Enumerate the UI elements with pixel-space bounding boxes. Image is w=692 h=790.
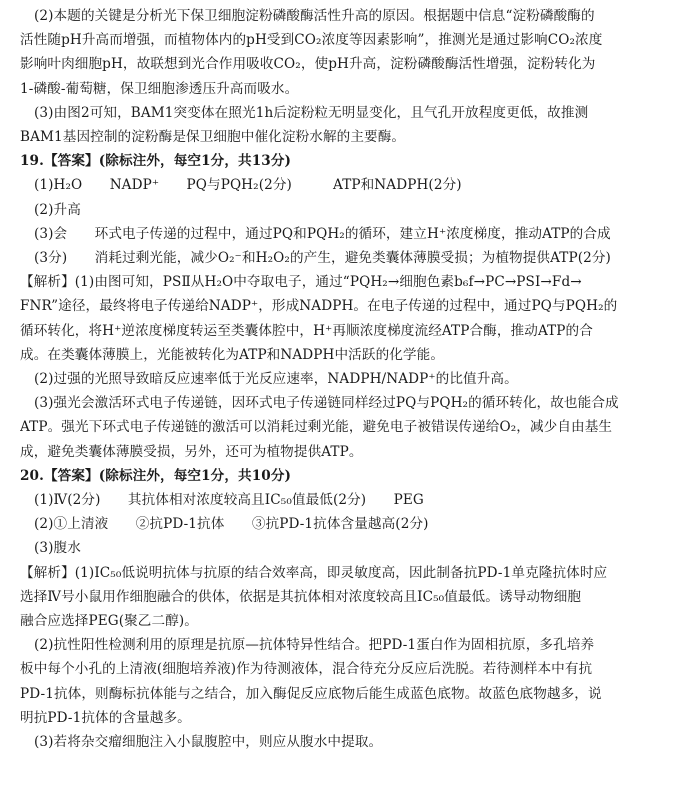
- answer-line: (3)会 环式电子传递的过程中，通过PQ和PQH₂的循环，建立H⁺浓度梯度，推动ATP的合成: [34, 225, 611, 242]
- answer-line: (1)H₂O NADP⁺ PQ与PQH₂(2分) ATP和NADPH(2分): [34, 177, 462, 194]
- analysis-line: 【解析】(1)IC₅₀低说明抗体与抗原的结合效率高，即灵敏度高，因此制备抗PD-1单克隆抗体时应: [20, 564, 608, 581]
- text-line: (3)由图2可知，BAM1突变体在照光1h后淀粉粒无明显变化，且气孔开放程度更低，故推测: [34, 104, 589, 121]
- text-line: (2)本题的关键是分析光下保卫细胞淀粉磷酸酶活性升高的原因。根据题中信息“淀粉磷酸酶的: [34, 8, 595, 24]
- text-line: 1-磷酸-葡萄糖，保卫细胞渗透压升高而吸水。: [20, 80, 299, 97]
- analysis-line: 成。在类囊体薄膜上，光能被转化为ATP和NADPH中活跃的化学能。: [20, 346, 445, 363]
- analysis-line: 板中每个小孔的上清液(细胞培养液)作为待测液体，混合待充分反应后洗脱。若待测样本中有抗: [20, 661, 593, 678]
- analysis-line: 融合应选择PEG(聚乙二醇)。: [20, 613, 198, 630]
- analysis-line: (2)过强的光照导致暗反应速率低于光反应速率，NADPH/NADP⁺的比值升高。: [34, 371, 518, 388]
- analysis-line: 选择Ⅳ号小鼠用作细胞融合的供体，依据是其抗体相对浓度较高且IC₅₀值最低。诱导动物细胞: [20, 588, 582, 605]
- analysis-line: ATP。强光下环式电子传递链的激活可以消耗过剩光能，避免电子被错误传递给O₂，减少自由基生: [20, 419, 613, 436]
- text-line: 活性随pH升高而增强，而植物体内的pH受到CO₂浓度等因素影响”，推测光是通过影响CO₂浓度: [20, 32, 603, 49]
- question-19-heading: 19.【答案】(除标注外，每空1分，共13分): [20, 153, 292, 170]
- analysis-line: 成，避免类囊体薄膜受损，另外，还可为植物提供ATP。: [20, 443, 363, 460]
- analysis-line: FNR”途径，最终将电子传递给NADP⁺，形成NADPH。在电子传递的过程中，通过PQ与PQH₂的: [20, 298, 618, 315]
- analysis-line: (2)抗性阳性检测利用的原理是抗原—抗体特异性结合。把PD-1蛋白作为固相抗原，多孔培养: [34, 637, 595, 654]
- text-line: 影响叶肉细胞pH，故联想到光合作用吸收CO₂，使pH升高，淀粉磷酸酶活性增强，淀粉转化为: [20, 56, 596, 73]
- analysis-line: (3)若将杂交瘤细胞注入小鼠腹腔中，则应从腹水中提取。: [34, 734, 383, 751]
- analysis-line: (3)强光会激活环式电子传递链，因环式电子传递链同样经过PQ与PQH₂的循环转化，故也能合成: [34, 395, 619, 412]
- analysis-line: 循环转化，将H⁺逆浓度梯度转运至类囊体腔中，H⁺再顺浓度梯度流经ATP合酶，推动ATP的合: [20, 322, 593, 339]
- answer-line: (2)①上清液 ②抗PD-1抗体 ③抗PD-1抗体含量越高(2分): [34, 516, 429, 533]
- answer-line: (3)腹水: [34, 540, 81, 557]
- answer-line: (2)升高: [34, 201, 81, 218]
- analysis-line: PD-1抗体，则酶标抗体能与之结合，加入酶促反应底物后能生成蓝色底物。故蓝色底物越多，说: [20, 685, 602, 702]
- answer-line: (3分) 消耗过剩光能，减少O₂⁻和H₂O₂的产生，避免类囊体薄膜受损；为植物提供ATP(2分): [34, 250, 611, 267]
- analysis-line: 明抗PD-1抗体的含量越多。: [20, 709, 191, 726]
- answer-line: (1)Ⅳ(2分) 其抗体相对浓度较高且IC₅₀值最低(2分) PEG: [34, 492, 424, 509]
- text-line: BAM1基因控制的淀粉酶是保卫细胞中催化淀粉水解的主要酶。: [20, 129, 406, 146]
- question-20-heading: 20.【答案】(除标注外，每空1分，共10分): [20, 467, 292, 484]
- analysis-line: 【解析】(1)由图可知，PSⅡ从H₂O中夺取电子，通过“PQH₂→细胞色素b₆f→PC→PSⅠ→Fd→: [20, 274, 582, 291]
